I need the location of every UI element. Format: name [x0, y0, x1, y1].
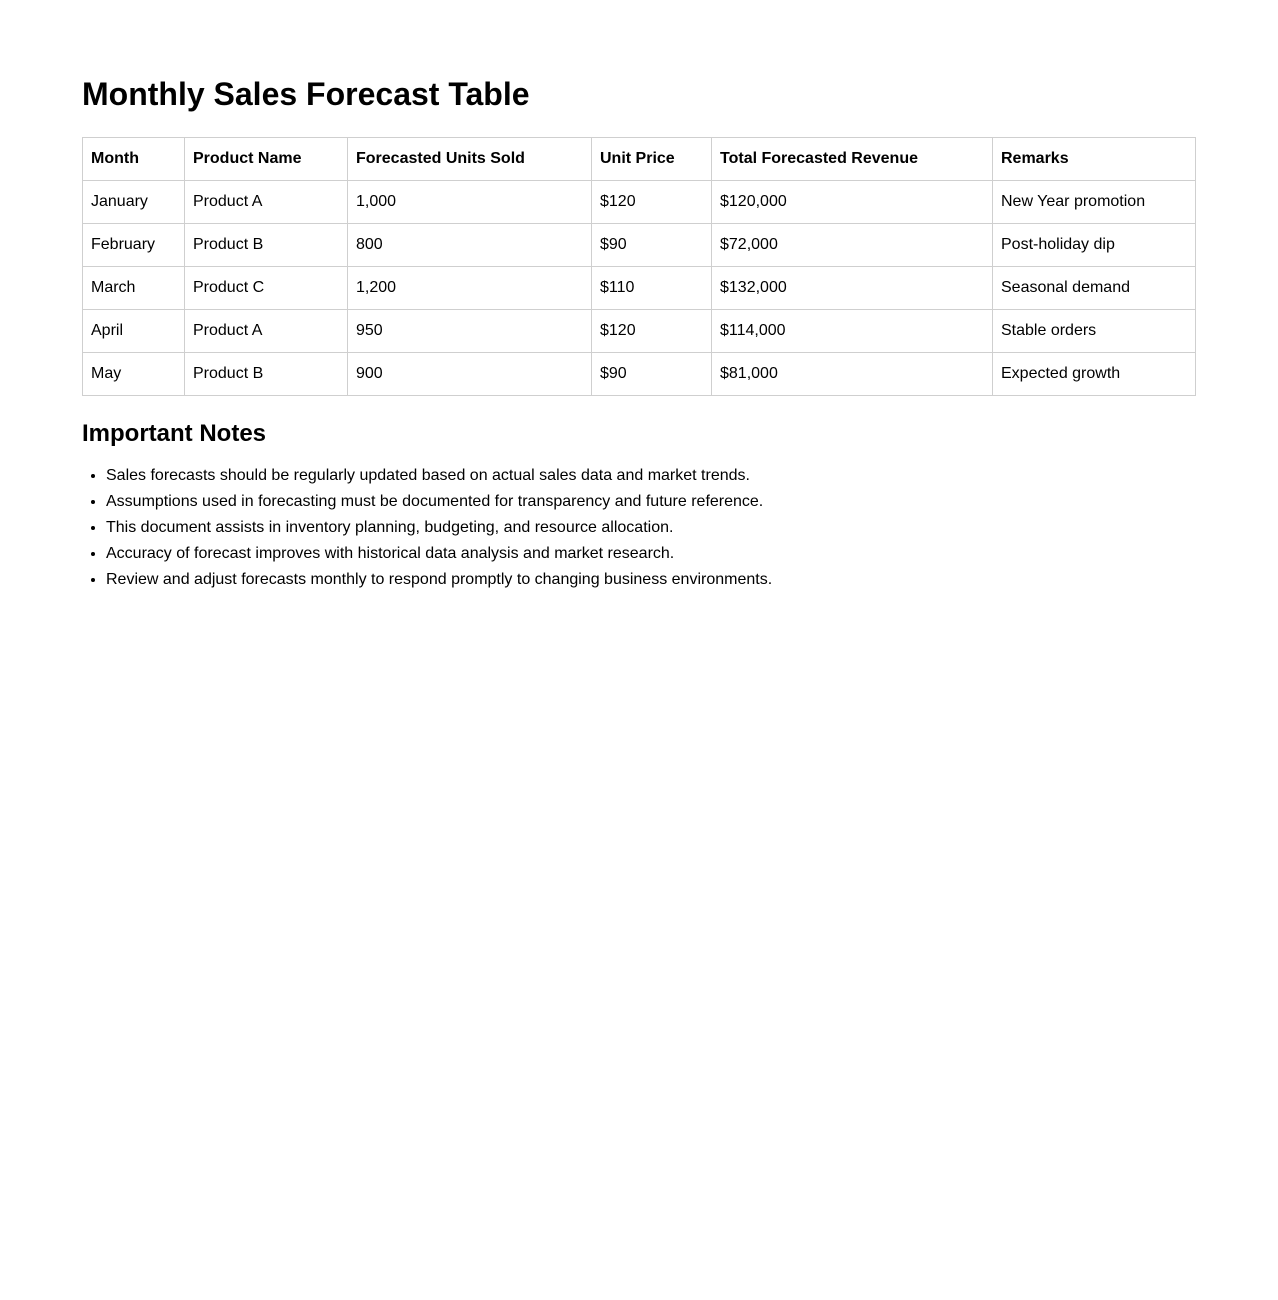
- cell-unit-price: $120: [592, 181, 712, 224]
- cell-forecasted-units: 1,000: [348, 181, 592, 224]
- cell-forecasted-units: 800: [348, 224, 592, 267]
- table-row: [83, 181, 1196, 224]
- cell-remarks: Expected growth: [993, 353, 1196, 396]
- cell-remarks: Stable orders: [993, 310, 1196, 353]
- cell-unit-price: $120: [592, 310, 712, 353]
- cell-total-revenue: $132,000: [712, 267, 993, 310]
- cell-product-name: Product A: [185, 310, 348, 353]
- note-item: • This document assists in inventory planning, budgeting, and resource allocation.: [106, 515, 1196, 541]
- cell-total-revenue: $120,000: [712, 181, 993, 224]
- cell-forecasted-units: 950: [348, 310, 592, 353]
- column-header-remarks: Remarks: [993, 138, 1196, 181]
- note-item: • Accuracy of forecast improves with historical data analysis and market research.: [106, 541, 1196, 567]
- cell-total-revenue: $114,000: [712, 310, 993, 353]
- table-row: [83, 267, 1196, 310]
- table-row: [83, 353, 1196, 396]
- cell-product-name: Product B: [185, 353, 348, 396]
- column-header-month: Month: [83, 138, 185, 181]
- cell-unit-price: $110: [592, 267, 712, 310]
- cell-month: March: [83, 267, 185, 310]
- page-title: Monthly Sales Forecast Table: [82, 76, 530, 112]
- column-header-unit-price: Unit Price: [592, 138, 712, 181]
- cell-total-revenue: $72,000: [712, 224, 993, 267]
- cell-total-revenue: $81,000: [712, 353, 993, 396]
- cell-month: January: [83, 181, 185, 224]
- cell-month: April: [83, 310, 185, 353]
- forecast-table: [82, 137, 1196, 396]
- cell-forecasted-units: 1,200: [348, 267, 592, 310]
- cell-remarks: Seasonal demand: [993, 267, 1196, 310]
- cell-remarks: New Year promotion: [993, 181, 1196, 224]
- table-header-row: [83, 138, 1196, 181]
- cell-product-name: Product C: [185, 267, 348, 310]
- cell-remarks: Post-holiday dip: [993, 224, 1196, 267]
- column-header-forecasted-units-sold: Forecasted Units Sold: [348, 138, 592, 181]
- note-item: • Assumptions used in forecasting must be documented for transparency and future reference.: [106, 489, 1196, 515]
- cell-unit-price: $90: [592, 353, 712, 396]
- notes-list: [82, 463, 1196, 593]
- table-row: [83, 310, 1196, 353]
- cell-product-name: Product A: [185, 181, 348, 224]
- notes-heading: Important Notes: [82, 420, 267, 447]
- cell-month: May: [83, 353, 185, 396]
- note-item: • Review and adjust forecasts monthly to respond promptly to changing business environments.: [106, 567, 1196, 593]
- cell-month: February: [83, 224, 185, 267]
- document-page: [0, 0, 1278, 593]
- column-header-product-name: Product Name: [185, 138, 348, 181]
- cell-unit-price: $90: [592, 224, 712, 267]
- table-row: [83, 224, 1196, 267]
- cell-forecasted-units: 900: [348, 353, 592, 396]
- note-item: • Sales forecasts should be regularly updated based on actual sales data and market trends.: [106, 463, 1196, 489]
- cell-product-name: Product B: [185, 224, 348, 267]
- column-header-total-forecasted-revenue: Total Forecasted Revenue: [712, 138, 993, 181]
